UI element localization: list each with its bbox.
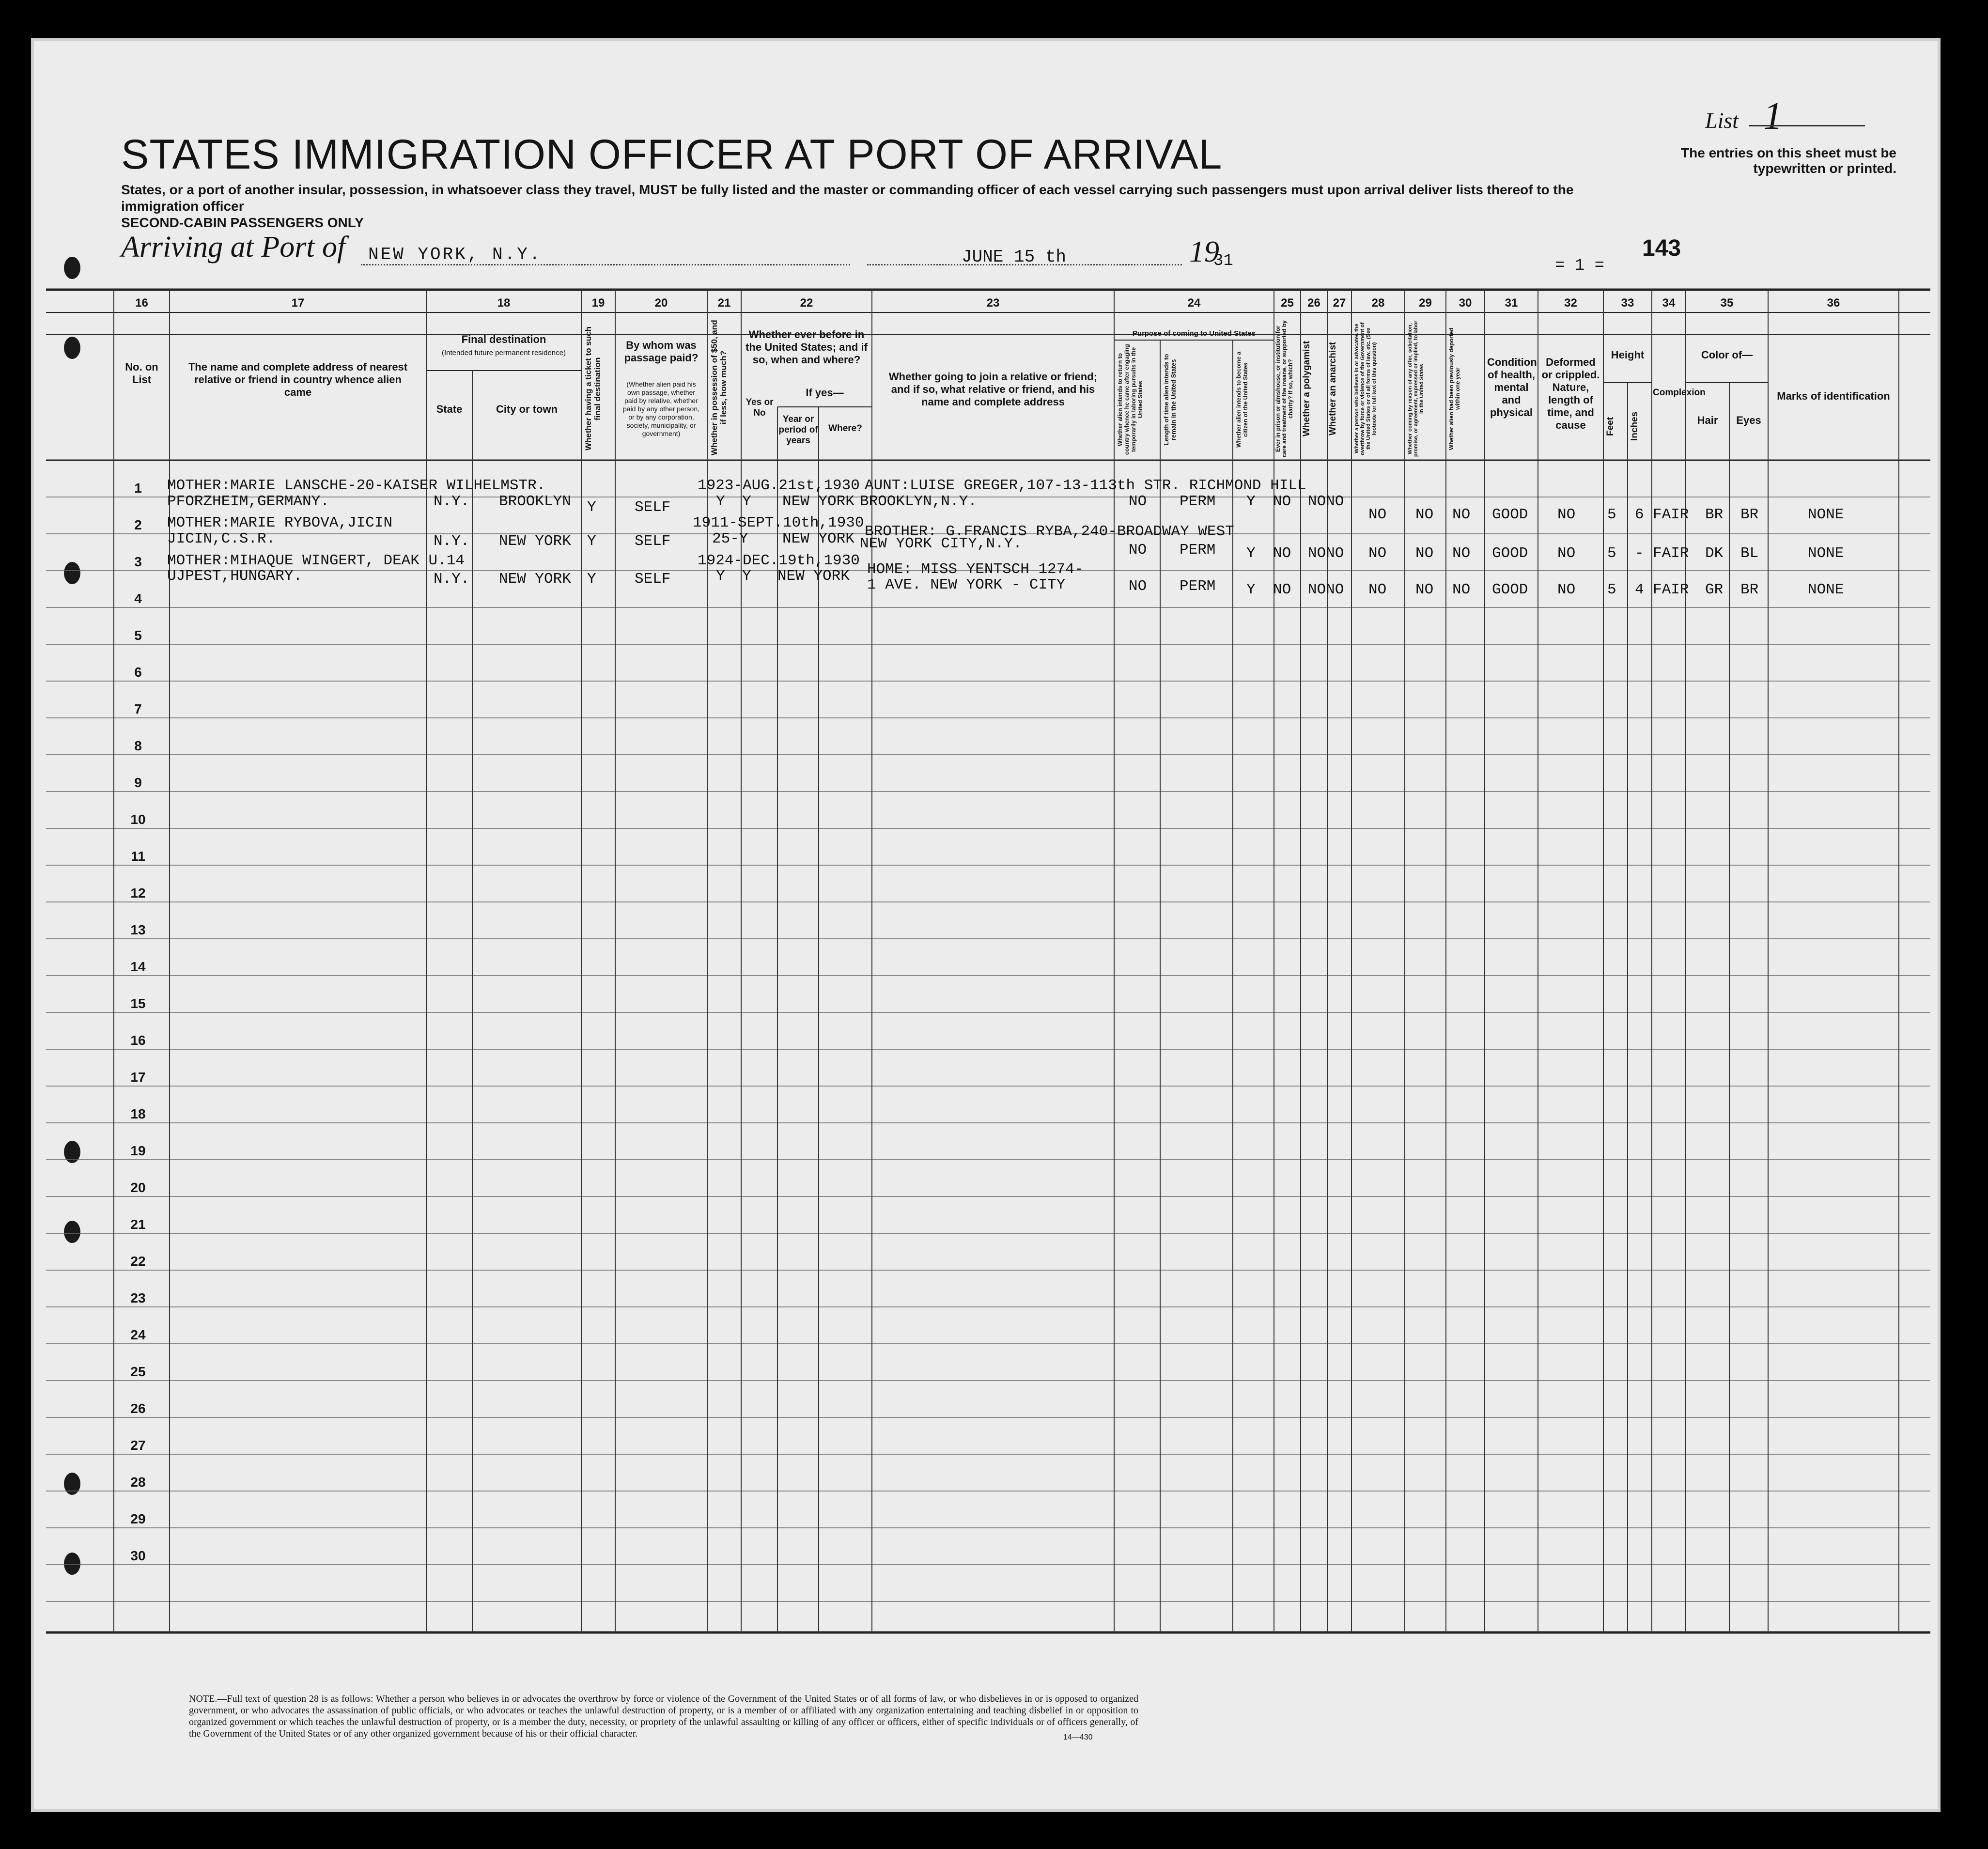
header-passage-paid-note: (Whether alien paid his own passage, whether paid by relative, whether paid by any other person, or by any corporation, society, municipality, or government) bbox=[623, 380, 699, 437]
header-join-relative: Whether going to join a relative or friend; and if so, what relative or friend, and his name and complete address bbox=[888, 371, 1098, 408]
column-number: 28 bbox=[1371, 296, 1385, 310]
column-number: 36 bbox=[1827, 296, 1840, 310]
header-anarchist: Whether an anarchist bbox=[1328, 342, 1338, 436]
entry-complexion: FAIR bbox=[1653, 581, 1689, 598]
row-number: 9 bbox=[134, 775, 142, 790]
entry-eyes: BR bbox=[1740, 581, 1759, 598]
instruction-line-cabin: SECOND-CABIN PASSENGERS ONLY bbox=[121, 215, 364, 230]
header-length-stay: Length of time alien intends to remain in the United States bbox=[1163, 354, 1177, 446]
entry-before-where: NEW YORK bbox=[777, 568, 850, 585]
entry-return: NO bbox=[1129, 542, 1147, 559]
column-number: 32 bbox=[1564, 296, 1577, 310]
header-height: Height bbox=[1611, 349, 1645, 361]
form-title: STATES IMMIGRATION OFFICER AT PORT OF ARRIVAL bbox=[121, 131, 1223, 178]
entry-complexion: FAIR bbox=[1653, 545, 1689, 562]
column-number: 31 bbox=[1505, 296, 1518, 310]
entry-prior-visit: 1924-DEC.19th,1930 bbox=[698, 552, 860, 569]
entry-inches: 4 bbox=[1635, 581, 1644, 598]
column-number: 24 bbox=[1187, 296, 1201, 310]
entry-before-yes: Y bbox=[742, 568, 751, 585]
entry-ticket: Y bbox=[587, 571, 596, 588]
row-number: 2 bbox=[134, 517, 142, 532]
entry-relative-name: MOTHER:MARIE LANSCHE-20-KAISER WILHELMSTR. bbox=[167, 477, 546, 494]
arrival-date: JUNE 15 th bbox=[962, 247, 1067, 267]
header-health: Condition of health, mental and physical bbox=[1487, 356, 1537, 419]
header-deported: Whether alien had been previously deported within one year bbox=[1448, 327, 1461, 450]
row-number: 23 bbox=[130, 1290, 146, 1305]
entry-city: BROOKLYN bbox=[499, 493, 571, 510]
row-lines bbox=[46, 497, 1930, 1601]
entry-feet: 5 bbox=[1607, 545, 1616, 562]
entry-citizen: Y bbox=[1246, 581, 1256, 598]
row-number: 21 bbox=[130, 1217, 146, 1232]
entry-stay-length: PERM bbox=[1180, 578, 1216, 595]
entry-feet: 5 bbox=[1607, 581, 1616, 598]
entry-relative-address: JICIN,C.S.R. bbox=[167, 530, 276, 547]
entry-prior-visit: 1911-SEPT.10th,1930 bbox=[693, 514, 864, 531]
entry-prior-visit: 1923-AUG.21st,1930 bbox=[698, 477, 860, 494]
column-number: 19 bbox=[591, 296, 605, 310]
row-number: 22 bbox=[130, 1254, 146, 1269]
entry-hair: DK bbox=[1705, 545, 1724, 562]
header-final-destination-note: (Intended future permanent residence) bbox=[442, 349, 566, 357]
row-number: 11 bbox=[131, 849, 145, 864]
arriving-label: Arriving at Port of bbox=[121, 231, 346, 264]
entry-polygamist-anarchist: NONO bbox=[1308, 493, 1344, 510]
entry-health: GOOD bbox=[1492, 545, 1528, 562]
row-number: 17 bbox=[130, 1070, 146, 1085]
header-deformed: Deformed or crippled. Nature, length of time, and cause bbox=[1541, 356, 1600, 431]
entry-health: GOOD bbox=[1492, 506, 1528, 523]
header-city: City or town bbox=[496, 403, 558, 415]
entry-prison: NO bbox=[1273, 581, 1291, 598]
entries-note: The entries on this sheet must be typewritten or printed. bbox=[1681, 145, 1896, 176]
header-return-intent: Whether alien intends to return to country whence he came after engaging temporarily in laboring pursuits in the United States bbox=[1117, 344, 1144, 455]
entry-deformed: NO bbox=[1557, 581, 1576, 598]
row-number: 7 bbox=[134, 701, 142, 716]
entry-feet: 5 bbox=[1607, 506, 1616, 523]
entry-deported: NO bbox=[1452, 581, 1471, 598]
row-number: 8 bbox=[134, 738, 142, 753]
stamped-number: 143 bbox=[1642, 235, 1681, 261]
header-overthrow: Whether a person who believes in or advocates the overthrow by force or violence of the Government of the United States or of all forms of law, etc. (See footnote for full text of this question) bbox=[1354, 322, 1377, 455]
column-number: 16 bbox=[135, 296, 148, 310]
entry-city: NEW YORK bbox=[499, 571, 571, 588]
header-eyes: Eyes bbox=[1736, 414, 1761, 426]
entry-overthrow: NO bbox=[1368, 545, 1387, 562]
entry-joining-address: BROOKLYN,N.Y. bbox=[860, 493, 977, 510]
row-number: 3 bbox=[134, 554, 142, 569]
entry-polygamist-anarchist: NONO bbox=[1308, 581, 1344, 598]
header-complexion: Complexion bbox=[1653, 388, 1706, 398]
entry-deformed: NO bbox=[1557, 506, 1576, 523]
header-prison: Ever in prison or almshouse, or institution for care and treatment of the insane, or supported by charity? If so, which? bbox=[1274, 320, 1294, 457]
header-color: Color of— bbox=[1701, 349, 1753, 361]
header-feet: Feet bbox=[1605, 417, 1615, 436]
list-label: List bbox=[1705, 108, 1739, 133]
form-number: 14—430 bbox=[1063, 1733, 1093, 1741]
entry-health: GOOD bbox=[1492, 581, 1528, 598]
entry-city: NEW YORK bbox=[499, 533, 571, 550]
entry-joining-address: NEW YORK CITY,N.Y. bbox=[860, 535, 1022, 552]
year-prefix: 19 bbox=[1189, 235, 1219, 268]
row-number: 16 bbox=[130, 1033, 146, 1048]
entry-state: N.Y. bbox=[434, 493, 470, 510]
entry-marks: NONE bbox=[1808, 545, 1844, 562]
entry-deported: NO bbox=[1452, 545, 1471, 562]
column-number: 21 bbox=[717, 296, 731, 310]
header-no-on-list: No. on List bbox=[125, 361, 158, 386]
entry-joining: AUNT:LUISE GREGER,107-13-113th STR. RICHMOND HILL bbox=[865, 477, 1306, 494]
column-number: 22 bbox=[800, 296, 813, 310]
entry-relative-address: PFORZHEIM,GERMANY. bbox=[167, 493, 329, 510]
entry-labor-offer: NO bbox=[1415, 581, 1434, 598]
entry-passage-paid: SELF bbox=[635, 533, 671, 550]
entry-before-where: NEW YORK bbox=[782, 493, 854, 510]
entry-deported: NO bbox=[1452, 506, 1471, 523]
header-citizen-intent: Whether alien intends to become a citizen of the United States bbox=[1235, 351, 1249, 448]
entry-citizen: Y bbox=[1246, 493, 1256, 510]
entry-labor-offer: NO bbox=[1415, 506, 1434, 523]
entry-hair: GR bbox=[1705, 581, 1724, 598]
row-number: 13 bbox=[130, 922, 146, 937]
column-number: 34 bbox=[1662, 296, 1676, 310]
entry-eyes: BR bbox=[1740, 506, 1759, 523]
port-value: NEW YORK, N.Y. bbox=[368, 245, 542, 264]
column-number: 23 bbox=[986, 296, 1000, 310]
header-inches: Inches bbox=[1630, 411, 1640, 441]
header-passage-paid: By whom was passage paid? bbox=[624, 339, 699, 364]
entry-polygamist-anarchist: NONO bbox=[1308, 545, 1344, 562]
row-number: 15 bbox=[130, 996, 146, 1011]
list-number: 1 bbox=[1763, 95, 1783, 138]
header-fifty-dollars: Whether in possession of $50, and if less, how much? bbox=[710, 320, 728, 455]
row-number: 14 bbox=[130, 959, 146, 974]
row-number: 24 bbox=[130, 1327, 146, 1342]
entry-passage-paid: SELF bbox=[635, 499, 671, 516]
header-ticket: Whether having a ticket to such final destination bbox=[584, 326, 602, 451]
entry-marks: NONE bbox=[1808, 581, 1844, 598]
column-number: 18 bbox=[497, 296, 511, 310]
row-number: 6 bbox=[134, 665, 142, 680]
entry-deformed: NO bbox=[1557, 545, 1576, 562]
row-number: 28 bbox=[130, 1475, 146, 1490]
entry-before-where: NEW YORK bbox=[782, 530, 854, 547]
page-mark: = 1 = bbox=[1555, 257, 1605, 275]
column-number: 17 bbox=[291, 296, 305, 310]
entry-state: N.Y. bbox=[434, 533, 470, 550]
column-number: 27 bbox=[1333, 296, 1346, 310]
entry-relative-name: MOTHER:MIHAQUE WINGERT, DEAK U.14 bbox=[167, 552, 465, 569]
row-number: 27 bbox=[130, 1438, 146, 1453]
row-number: 25 bbox=[130, 1364, 146, 1379]
entry-passage-paid: SELF bbox=[635, 571, 671, 588]
row-number: 20 bbox=[130, 1180, 146, 1195]
entry-stay-length: PERM bbox=[1180, 493, 1216, 510]
header-ever-before: Whether ever before in the United States; and if so, when and where? bbox=[746, 328, 868, 366]
header-purpose: Purpose of coming to United States bbox=[1132, 329, 1256, 338]
entry-overthrow: NO bbox=[1368, 581, 1387, 598]
column-number: 33 bbox=[1621, 296, 1634, 310]
instruction-line: States, or a port of another insular, possession, in whatsoever class they travel, MUST be fully listed and the master or commanding officer of each vessel carrying such passengers must upon arrival deliver lists thereof to the immigration officer bbox=[121, 182, 1574, 214]
row-number: 18 bbox=[130, 1106, 146, 1121]
header-yes-no: Yes or No bbox=[746, 397, 774, 418]
row-number: 12 bbox=[130, 886, 146, 901]
entry-state: N.Y. bbox=[434, 571, 470, 588]
entry-relative-address: UJPEST,HUNGARY. bbox=[167, 568, 303, 585]
entry-inches: - bbox=[1635, 545, 1644, 562]
column-number: 26 bbox=[1307, 296, 1320, 310]
entry-prison: NO bbox=[1273, 493, 1291, 510]
entry-fifty-dollars: Y bbox=[716, 568, 725, 585]
entry-joining: BROTHER: G.FRANCIS RYBA,240-BROADWAY WEST bbox=[865, 523, 1234, 540]
entry-prior-period: 25-Y bbox=[712, 530, 748, 547]
entry-inches: 6 bbox=[1635, 506, 1644, 523]
entry-labor-offer: NO bbox=[1415, 545, 1434, 562]
entry-ticket: Y bbox=[587, 499, 596, 516]
entry-return: NO bbox=[1129, 578, 1147, 595]
header-period: Year or period of years bbox=[778, 414, 818, 446]
header-labor-offer: Whether coming by reason of any offer, solicitation, promise, or agreement, expressed or implied, to labor in the United States bbox=[1407, 320, 1425, 457]
entry-return: NO bbox=[1129, 493, 1147, 510]
column-number: 29 bbox=[1419, 296, 1432, 310]
entry-overthrow: NO bbox=[1368, 506, 1387, 523]
header-where: Where? bbox=[828, 423, 862, 434]
column-number: 20 bbox=[654, 296, 668, 310]
entry-joining-address: 1 AVE. NEW YORK - CITY bbox=[867, 576, 1066, 593]
entry-hair: BR bbox=[1705, 506, 1724, 523]
entry-ticket: Y bbox=[587, 533, 596, 550]
header-final-destination: Final destination bbox=[461, 333, 546, 345]
header-hair: Hair bbox=[1697, 414, 1718, 426]
row-number: 29 bbox=[130, 1511, 146, 1526]
row-number: 26 bbox=[130, 1401, 146, 1416]
entry-joining: HOME: MISS YENTSCH 1274- bbox=[867, 561, 1084, 578]
header-state: State bbox=[436, 403, 463, 415]
column-number: 30 bbox=[1459, 296, 1472, 310]
entry-prison: NO bbox=[1273, 545, 1291, 562]
row-number: 4 bbox=[134, 591, 142, 606]
row-number: 30 bbox=[130, 1548, 146, 1563]
year-suffix: 31 bbox=[1213, 252, 1233, 270]
entry-complexion: FAIR bbox=[1653, 506, 1689, 523]
column-number: 35 bbox=[1720, 296, 1734, 310]
row-number: 10 bbox=[130, 812, 146, 827]
footnote-question-28: NOTE.—Full text of question 28 is as follows: Whether a person who believes in or advocates the overthrow by force or violence of the Government of the United States or of all forms of law, or who disbelieves in or is opposed to organized government, or who advocates the assassination of public officials, or who advocates or teaches the unlawful destruction of property, or is a member of or affiliated with any organization entertaining and teaching disbelief in or opposition to organized government or which teaches the unlawful destruction of property, or is a member the duty, necessity, or propriety of the unlawful assaulting or killing of any officer or officers, either of specific individuals or of officers generally, of the Government of the United States or of any other organized government because of his or their official character. bbox=[189, 1694, 1138, 1739]
header-polygamist: Whether a polygamist bbox=[1302, 341, 1312, 437]
header-marks: Marks of identification bbox=[1777, 390, 1890, 402]
row-number: 5 bbox=[134, 628, 142, 643]
column-number: 25 bbox=[1281, 296, 1294, 310]
entry-relative-name: MOTHER:MARIE RYBOVA,JICIN bbox=[167, 514, 393, 531]
entry-citizen: Y bbox=[1246, 545, 1256, 562]
entry-fifty-dollars: Y bbox=[716, 493, 725, 510]
header-if-yes: If yes— bbox=[806, 387, 844, 399]
entry-marks: NONE bbox=[1808, 506, 1844, 523]
entry-stay-length: PERM bbox=[1180, 542, 1216, 559]
entry-before-yes: Y bbox=[742, 493, 751, 510]
row-number: 1 bbox=[134, 481, 142, 496]
entry-eyes: BL bbox=[1740, 545, 1759, 562]
row-number: 19 bbox=[130, 1143, 146, 1158]
header-nearest-relative: The name and complete address of nearest relative or friend in country whence alien came bbox=[188, 361, 408, 398]
